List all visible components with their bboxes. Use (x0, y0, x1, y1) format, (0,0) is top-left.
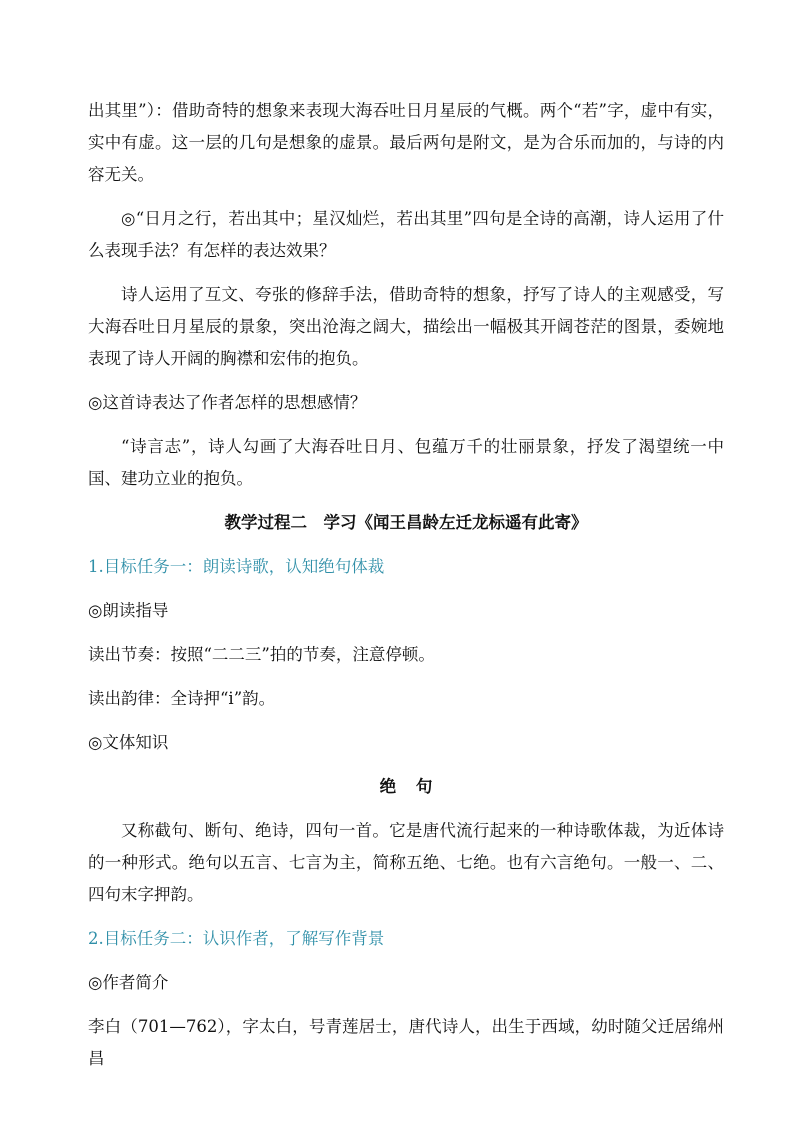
author-paragraph: 李白（701—762），字太白，号青莲居士，唐代诗人，出生于西域，幼时随父迁居绵州昌 (88, 1017, 724, 1068)
jueju-title: 绝句 (379, 777, 453, 796)
paragraph-continuation: 出其里”）：借助奇特的想象来表现大海吞吐日月星辰的气概。两个“若”字，虚中有实，实中有虚。这一层的几句是想象的虚景。最后两句是附文，是为合乐而加的，与诗的内容无关。 (88, 101, 724, 184)
author-intro-heading: ◎作者简介 (88, 973, 169, 992)
jueju-description: 又称截句、断句、绝诗，四句一首。它是唐代流行起来的一种诗歌体裁，为近体诗的一种形式。绝句以五言、七言为主，简称五绝、七绝。也有六言绝句。一般一、二、四句末字押韵。 (88, 821, 724, 904)
task-two-heading: 2.目标任务二：认识作者，了解写作背景 (88, 929, 385, 948)
question-technique: ◎“日月之行，若出其中；星汉灿烂，若出其里”四句是全诗的高潮，诗人运用了什么表现手法？有怎样的表达效果？ (88, 209, 724, 260)
rhyme-note: 读出韵律：全诗押“i”韵。 (88, 689, 276, 708)
answer-technique: 诗人运用了互文、夸张的修辞手法，借助奇特的想象，抒写了诗人的主观感受，写大海吞吐日月星辰的景象，突出沧海之阔大，描绘出一幅极其开阔苍茫的图景，委婉地表现了诗人开阔的胸襟和宏伟的抱负。 (88, 285, 724, 368)
answer-emotion: “诗言志”，诗人勾画了大海吞吐日月、包蕴万千的壮丽景象，抒发了渴望统一中国、建功立业的抱负。 (88, 437, 724, 488)
document-page (88, 95, 724, 1075)
reading-guide-heading: ◎朗读指导 (88, 601, 169, 620)
section-title: 教学过程二 学习《闻王昌龄左迁龙标遥有此寄》 (224, 513, 588, 532)
style-knowledge-heading: ◎文体知识 (88, 733, 169, 752)
task-one-heading: 1.目标任务一：朗读诗歌，认知绝句体裁 (88, 557, 385, 576)
question-emotion: ◎这首诗表达了作者怎样的思想感情？ (88, 393, 367, 412)
rhythm-note: 读出节奏：按照“二二三”拍的节奏，注意停顿。 (88, 645, 435, 664)
